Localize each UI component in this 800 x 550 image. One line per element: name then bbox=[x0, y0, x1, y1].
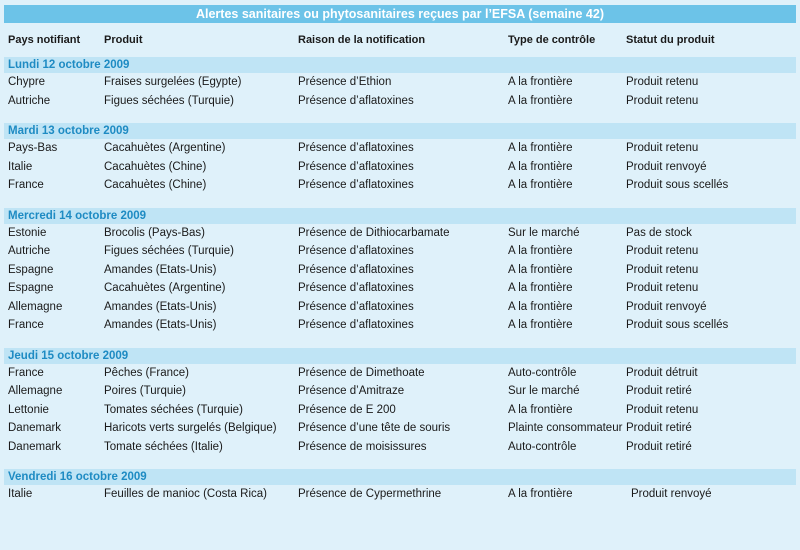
cell-reason: Présence de E 200 bbox=[298, 403, 396, 416]
day-header: Jeudi 15 octobre 2009 bbox=[4, 348, 796, 364]
cell-product: Cacahuètes (Chine) bbox=[104, 179, 207, 191]
cell-country: Allemagne bbox=[8, 385, 63, 397]
table-title: Alertes sanitaires ou phytosanitaires reçues par l’EFSA (semaine 42) bbox=[4, 5, 796, 23]
column-header-status: Statut du produit bbox=[626, 34, 715, 46]
cell-reason: Présence d’Amitraze bbox=[298, 385, 405, 397]
cell-status: Produit retenu bbox=[626, 282, 699, 294]
cell-status: Produit renvoyé bbox=[626, 160, 707, 173]
column-header-country: Pays notifiant bbox=[8, 34, 81, 46]
cell-reason: Présence de Cypermethrine bbox=[298, 488, 442, 500]
cell-product: Figues séchées (Turquie) bbox=[104, 94, 234, 107]
cell-reason: Présence d’aflatoxines bbox=[298, 300, 414, 313]
cell-product: Pêches (France) bbox=[104, 366, 190, 379]
cell-product: Figues séchées (Turquie) bbox=[104, 245, 234, 257]
cell-control-type: Sur le marché bbox=[508, 385, 580, 397]
cell-reason: Présence d’aflatoxines bbox=[298, 282, 414, 294]
cell-country: Danemark bbox=[8, 440, 62, 453]
cell-status: Produit renvoyé bbox=[626, 300, 707, 313]
cell-product: Poires (Turquie) bbox=[104, 385, 187, 397]
cell-country: Danemark bbox=[8, 422, 62, 434]
cell-product: Amandes (Etats-Unis) bbox=[104, 300, 217, 313]
table-row bbox=[6, 438, 794, 457]
cell-control-type: A la frontière bbox=[508, 245, 573, 257]
cell-reason: Présence de Dimethoate bbox=[298, 366, 425, 379]
cell-country: France bbox=[8, 179, 44, 191]
table-row bbox=[6, 92, 794, 111]
cell-country: France bbox=[8, 319, 44, 331]
cell-status: Produit retenu bbox=[626, 263, 699, 276]
column-header-reason: Raison de la notification bbox=[298, 34, 426, 46]
table-row bbox=[6, 364, 794, 383]
table-row bbox=[6, 279, 794, 298]
cell-control-type: Auto-contrôle bbox=[508, 366, 577, 379]
day-section bbox=[6, 57, 794, 110]
cell-product: Feuilles de manioc (Costa Rica) bbox=[104, 488, 267, 500]
cell-status: Produit retiré bbox=[626, 440, 692, 453]
cell-country: Autriche bbox=[8, 245, 51, 257]
cell-country: Estonie bbox=[8, 226, 47, 239]
cell-status: Produit retenu bbox=[626, 94, 699, 107]
table-row bbox=[6, 224, 794, 243]
cell-status: Produit retiré bbox=[626, 385, 692, 397]
cell-country: Autriche bbox=[8, 94, 51, 107]
table-row bbox=[6, 242, 794, 261]
cell-country: Italie bbox=[8, 488, 33, 500]
cell-product: Cacahuètes (Argentine) bbox=[104, 282, 226, 294]
day-section bbox=[6, 123, 794, 195]
table-row bbox=[6, 176, 794, 195]
cell-product: Haricots verts surgelés (Belgique) bbox=[104, 422, 277, 434]
cell-control-type: A la frontière bbox=[508, 300, 573, 313]
day-sections bbox=[6, 57, 794, 504]
cell-product: Tomate séchées (Italie) bbox=[104, 440, 223, 453]
cell-control-type: A la frontière bbox=[508, 488, 573, 500]
cell-reason: Présence d’aflatoxines bbox=[298, 160, 414, 173]
cell-reason: Présence d’Ethion bbox=[298, 76, 392, 88]
cell-status: Produit renvoyé bbox=[631, 488, 712, 500]
cell-product: Amandes (Etats-Unis) bbox=[104, 319, 217, 331]
table-row bbox=[6, 382, 794, 401]
cell-status: Produit détruit bbox=[626, 366, 698, 379]
day-header: Mercredi 14 octobre 2009 bbox=[4, 208, 796, 224]
cell-control-type: Sur le marché bbox=[508, 226, 580, 239]
cell-status: Produit retiré bbox=[626, 422, 692, 434]
table-row bbox=[6, 485, 794, 504]
cell-status: Pas de stock bbox=[626, 226, 692, 239]
cell-country: Espagne bbox=[8, 263, 54, 276]
cell-control-type: A la frontière bbox=[508, 94, 573, 107]
cell-reason: Présence d’aflatoxines bbox=[298, 94, 414, 107]
cell-reason: Présence d’aflatoxines bbox=[298, 245, 414, 257]
cell-reason: Présence de Dithiocarbamate bbox=[298, 226, 450, 239]
cell-reason: Présence de moisissures bbox=[298, 440, 427, 453]
cell-product: Amandes (Etats-Unis) bbox=[104, 263, 217, 276]
cell-control-type: Auto-contrôle bbox=[508, 440, 577, 453]
cell-product: Cacahuètes (Argentine) bbox=[104, 142, 226, 154]
table-row bbox=[6, 261, 794, 280]
cell-control-type: A la frontière bbox=[508, 160, 573, 173]
cell-country: Allemagne bbox=[8, 300, 63, 313]
column-header-product: Produit bbox=[104, 34, 143, 46]
cell-control-type: A la frontière bbox=[508, 319, 573, 331]
day-header: Mardi 13 octobre 2009 bbox=[4, 123, 796, 139]
cell-control-type: A la frontière bbox=[508, 263, 573, 276]
table-row bbox=[6, 419, 794, 438]
cell-status: Produit retenu bbox=[626, 76, 699, 88]
table-row bbox=[6, 316, 794, 335]
cell-reason: Présence d’aflatoxines bbox=[298, 142, 414, 154]
cell-reason: Présence d’une tête de souris bbox=[298, 422, 451, 434]
day-section bbox=[6, 208, 794, 335]
table-row bbox=[6, 401, 794, 420]
day-section bbox=[6, 348, 794, 457]
cell-country: France bbox=[8, 366, 44, 379]
cell-status: Produit retenu bbox=[626, 142, 699, 154]
cell-product: Fraises surgelées (Egypte) bbox=[104, 76, 242, 88]
cell-control-type: A la frontière bbox=[508, 282, 573, 294]
cell-reason: Présence d’aflatoxines bbox=[298, 319, 414, 331]
cell-country: Chypre bbox=[8, 76, 46, 88]
cell-reason: Présence d’aflatoxines bbox=[298, 179, 414, 191]
cell-product: Tomates séchées (Turquie) bbox=[104, 403, 243, 416]
day-header: Lundi 12 octobre 2009 bbox=[4, 57, 796, 73]
day-header: Vendredi 16 octobre 2009 bbox=[4, 469, 796, 485]
table-row bbox=[6, 139, 794, 158]
column-header-control-type: Type de contrôle bbox=[508, 34, 596, 46]
cell-control-type: A la frontière bbox=[508, 403, 573, 416]
day-section bbox=[6, 469, 794, 504]
cell-country: Lettonie bbox=[8, 403, 49, 416]
table-row bbox=[6, 298, 794, 317]
cell-status: Produit sous scellés bbox=[626, 319, 729, 331]
cell-product: Brocolis (Pays-Bas) bbox=[104, 226, 205, 239]
cell-control-type: Plainte consommateur bbox=[508, 422, 623, 434]
cell-control-type: A la frontière bbox=[508, 76, 573, 88]
cell-status: Produit retenu bbox=[626, 403, 699, 416]
table-row bbox=[6, 73, 794, 92]
cell-status: Produit sous scellés bbox=[626, 179, 729, 191]
cell-control-type: A la frontière bbox=[508, 142, 573, 154]
cell-product: Cacahuètes (Chine) bbox=[104, 160, 207, 173]
cell-status: Produit retenu bbox=[626, 245, 699, 257]
cell-reason: Présence d’aflatoxines bbox=[298, 263, 414, 276]
cell-country: Espagne bbox=[8, 282, 54, 294]
table-row bbox=[6, 158, 794, 177]
cell-country: Italie bbox=[8, 160, 33, 173]
cell-country: Pays-Bas bbox=[8, 142, 58, 154]
column-headers bbox=[6, 23, 794, 57]
cell-control-type: A la frontière bbox=[508, 179, 573, 191]
